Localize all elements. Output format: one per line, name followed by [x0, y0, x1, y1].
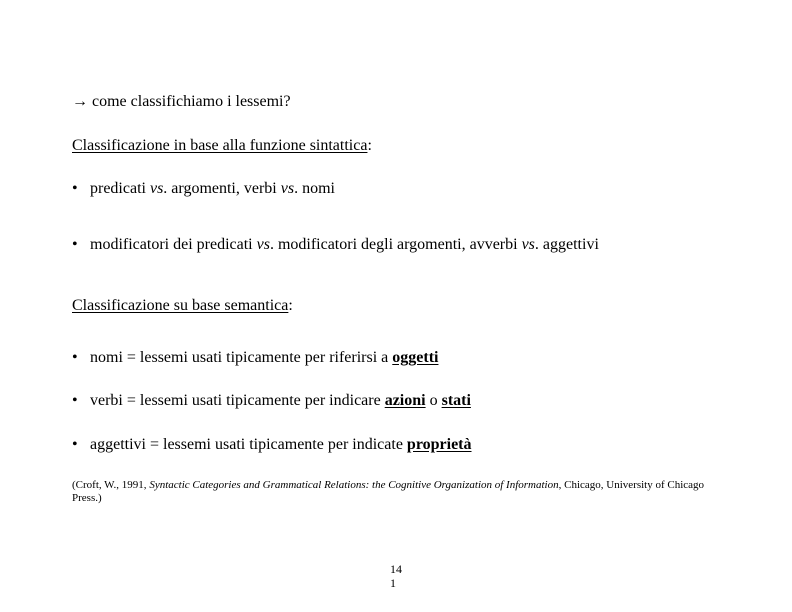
bullet-icon: •: [72, 436, 78, 453]
intro-line: [72, 92, 291, 112]
bold-term: oggetti: [392, 349, 439, 366]
section1-heading-colon: :: [367, 137, 372, 154]
bullet-text: . argomenti, verbi: [163, 180, 281, 197]
page-number-line: 1: [390, 576, 396, 590]
bullet-text: nomi = lessemi usati tipicamente per riferirsi a: [90, 349, 393, 366]
section1-bullet-1: [90, 179, 335, 199]
citation-title: Syntactic Categories and Grammatical Relations: the Cognitive Organization of Information: [149, 479, 559, 491]
bullet-icon: •: [72, 392, 78, 409]
intro-text: come classifichiamo i lessemi?: [92, 93, 291, 110]
arrow-icon: →: [72, 93, 88, 110]
bold-term: azioni: [384, 392, 426, 409]
citation-text: , Chicago, University of Chicago Press.): [72, 479, 705, 504]
page-number: [390, 562, 402, 590]
section2-bullet-3: [90, 435, 472, 455]
vs-italic: vs: [280, 180, 295, 197]
bullet-icon: •: [72, 236, 78, 253]
section2-bullet-2: [90, 391, 471, 411]
bullet-text: . aggettivi: [534, 236, 599, 253]
section1-heading: [72, 136, 372, 156]
vs-italic: vs: [521, 236, 535, 253]
bold-term: stati: [441, 392, 471, 409]
bullet-text: aggettivi = lessemi usati tipicamente per indicate: [90, 436, 407, 453]
section2-heading-colon: :: [288, 297, 293, 314]
bold-term: proprietà: [406, 436, 472, 453]
citation-text: (Croft, W., 1991,: [72, 479, 150, 491]
page-number-line: 14: [390, 562, 402, 576]
citation: [72, 479, 732, 505]
bullet-icon: •: [72, 180, 78, 197]
bullet-text: . nomi: [294, 180, 335, 197]
section2-bullet-1: [90, 348, 438, 368]
section2-heading-text: Classificazione su base semantica: [72, 297, 289, 314]
bullet-text: predicati: [90, 180, 150, 197]
bullet-text: o: [425, 392, 442, 409]
bullet-text: . modificatori degli argomenti, avverbi: [269, 236, 522, 253]
bullet-icon: •: [72, 349, 78, 366]
section1-heading-text: Classificazione in base alla funzione sintattica: [72, 137, 368, 154]
bullet-text: verbi = lessemi usati tipicamente per indicare: [90, 392, 385, 409]
vs-italic: vs: [149, 180, 164, 197]
section2-heading: [72, 296, 293, 316]
section1-bullet-2: [90, 235, 599, 255]
vs-italic: vs: [256, 236, 270, 253]
bullet-text: modificatori dei predicati: [90, 236, 257, 253]
